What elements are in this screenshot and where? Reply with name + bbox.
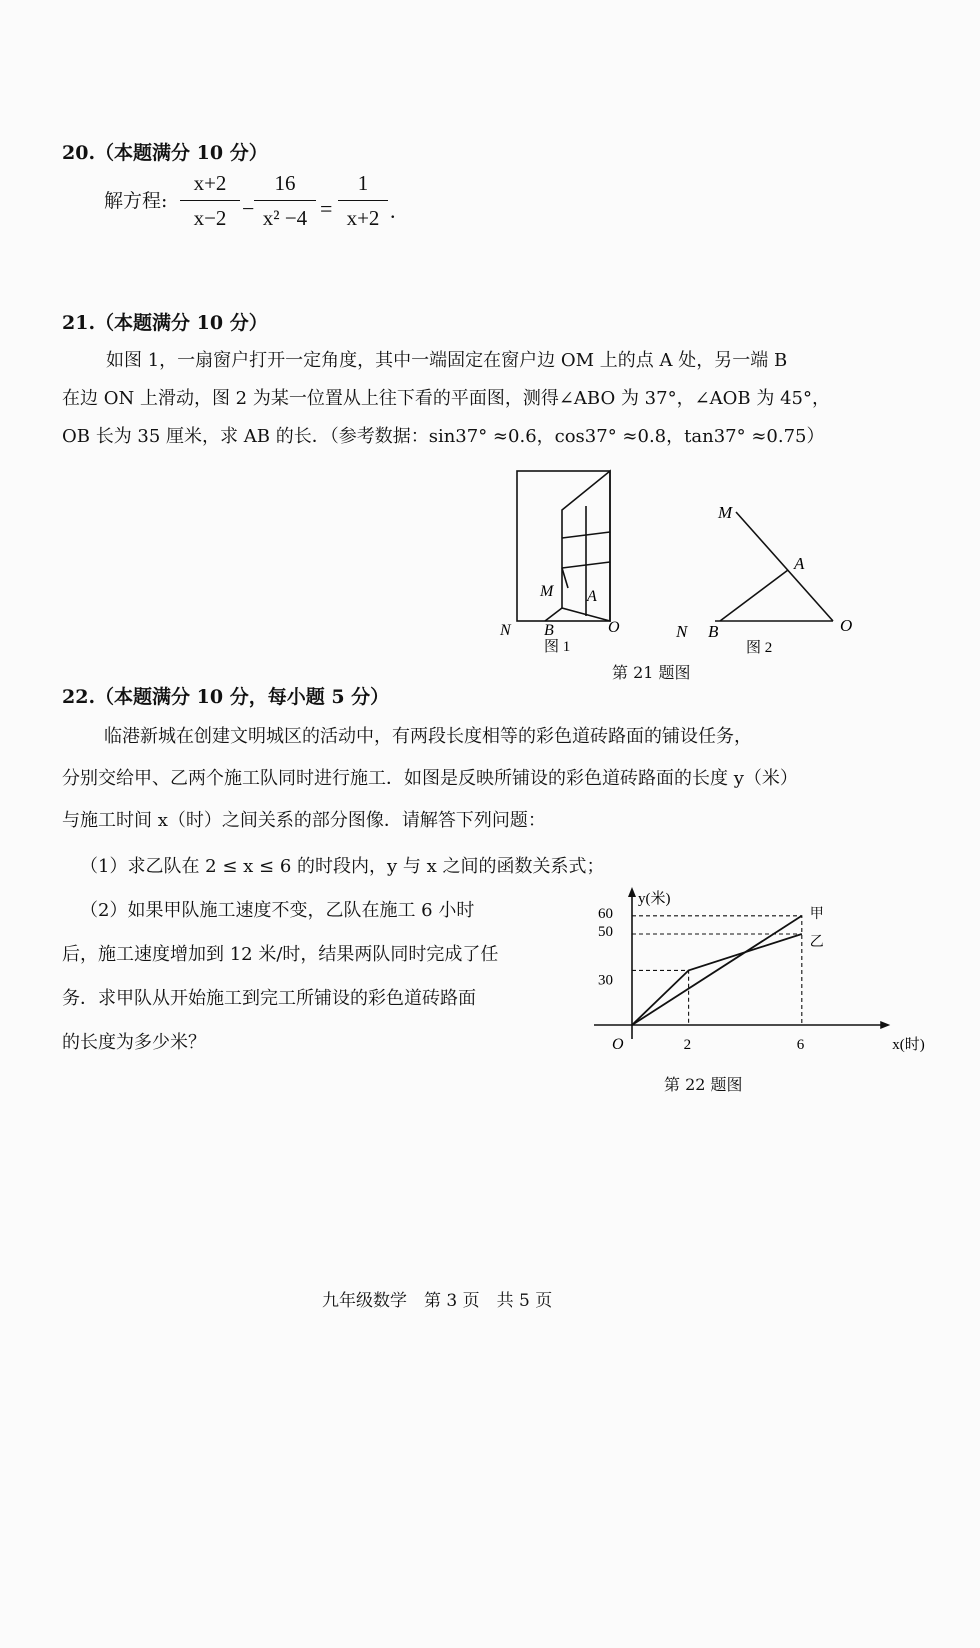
q22-part-2-line-4: 的长度为多少米？ — [62, 1032, 206, 1053]
x-tick-label-2: 2 — [683, 1037, 692, 1053]
q21-line-2: 在边 ON 上滑动，图 2 为某一位置从上往下看的平面图，测得∠ABO 为 37°，∠AOB 为 45°， — [62, 388, 831, 409]
y-axis-label: y(米) — [638, 891, 671, 907]
fig1-label-A: A — [587, 588, 597, 605]
series-line-jia — [632, 916, 802, 1025]
x-axis-arrow — [880, 1021, 890, 1029]
q22-part-2-line-3: 务．求甲队从开始施工到完工所铺设的彩色道砖路面 — [62, 988, 476, 1009]
origin-label: O — [612, 1036, 624, 1053]
y-tick-label-60: 60 — [598, 905, 613, 922]
q21-figure-1 — [500, 468, 640, 668]
window-stay — [545, 608, 562, 621]
q22-part-2-line-2: 后，施工速度增加到 12 米/时，结果两队同时完成了任 — [62, 944, 499, 965]
q21-figure-2 — [670, 496, 860, 656]
fraction-bar — [254, 200, 316, 201]
x-axis-label: x(时) — [892, 1037, 925, 1053]
y-tick-label-30: 30 — [598, 972, 613, 989]
q22-line-3: 与施工时间 x（时）之间关系的部分图像．请解答下列问题： — [62, 810, 546, 831]
fig1-caption: 图 1 — [544, 639, 571, 655]
q20-prompt: 解方程: — [104, 190, 168, 212]
q21-header: 21.（本题满分 10 分） — [62, 312, 268, 334]
q20-frac2-denominator: x² −4 — [262, 206, 308, 230]
fraction-bar — [180, 200, 240, 201]
fig2-caption: 图 2 — [746, 640, 773, 656]
q20-frac3-denominator: x+2 — [346, 206, 380, 230]
fig2-label-A: A — [794, 554, 805, 573]
x-tick-label-6: 6 — [796, 1037, 805, 1053]
fraction-bar — [338, 200, 388, 201]
q20-header: 20.（本题满分 10 分） — [62, 142, 268, 164]
q20-frac1-denominator: x−2 — [193, 206, 227, 230]
q22-part-1: （1）求乙队在 2 ≤ x ≤ 6 的时段内，y 与 x 之间的函数关系式； — [80, 856, 605, 877]
y-axis-arrow — [628, 887, 636, 897]
q21-figure-caption: 第 21 题图 — [612, 663, 691, 682]
q22-line-2: 分别交给甲、乙两个施工队同时进行施工．如图是反映所铺设的彩色道砖路面的长度 y（米） — [62, 768, 798, 789]
q22-part-2-line-1: （2）如果甲队施工速度不变，乙队在施工 6 小时 — [80, 900, 475, 921]
series-label-yi: 乙 — [809, 935, 824, 950]
q20-fraction-3 — [338, 168, 388, 233]
q20-period: . — [390, 198, 396, 223]
fig2-label-B: B — [708, 622, 719, 641]
q22-line-1: 临港新城在创建文明城区的活动中，有两段长度相等的彩色道砖路面的铺设任务， — [104, 726, 752, 747]
q20-minus-sign: − — [242, 196, 255, 221]
fig1-label-O: O — [608, 619, 620, 636]
fig1-label-B: B — [544, 622, 554, 639]
q20-frac2-numerator: 16 — [274, 171, 296, 195]
q20-frac3-numerator: 1 — [357, 171, 369, 195]
fig2-label-M: M — [718, 503, 733, 522]
fig2-label-O: O — [840, 616, 853, 635]
y-tick-label-50: 50 — [598, 924, 613, 940]
fig1-label-M: M — [540, 583, 554, 600]
q20-frac1-numerator: x+2 — [193, 171, 227, 195]
q21-line-1: 如图 1，一扇窗户打开一定角度，其中一端固定在窗户边 OM 上的点 A 处，另一端 B — [106, 350, 788, 371]
segment-OM — [736, 512, 833, 621]
fig1-label-N: N — [500, 622, 511, 639]
page-footer: 九年级数学 第 3 页 共 5 页 — [322, 1291, 553, 1311]
segment-AB — [720, 570, 788, 621]
q20-fraction-1 — [180, 168, 240, 233]
fig2-label-N: N — [676, 622, 688, 641]
q20-fraction-2 — [254, 168, 316, 233]
q21-line-3: OB 长为 35 厘米，求 AB 的长．（参考数据：sin37° ≈0.6，cos37° ≈0.8，tan37° ≈0.75） — [62, 426, 825, 447]
q20-equals-sign: = — [320, 196, 333, 221]
q22-figure-caption: 第 22 题图 — [664, 1075, 743, 1094]
series-line-yi — [632, 934, 802, 1025]
q22-chart — [580, 885, 925, 1065]
series-label-jia: 甲 — [809, 906, 824, 922]
q22-header: 22.（本题满分 10 分，每小题 5 分） — [62, 686, 390, 708]
